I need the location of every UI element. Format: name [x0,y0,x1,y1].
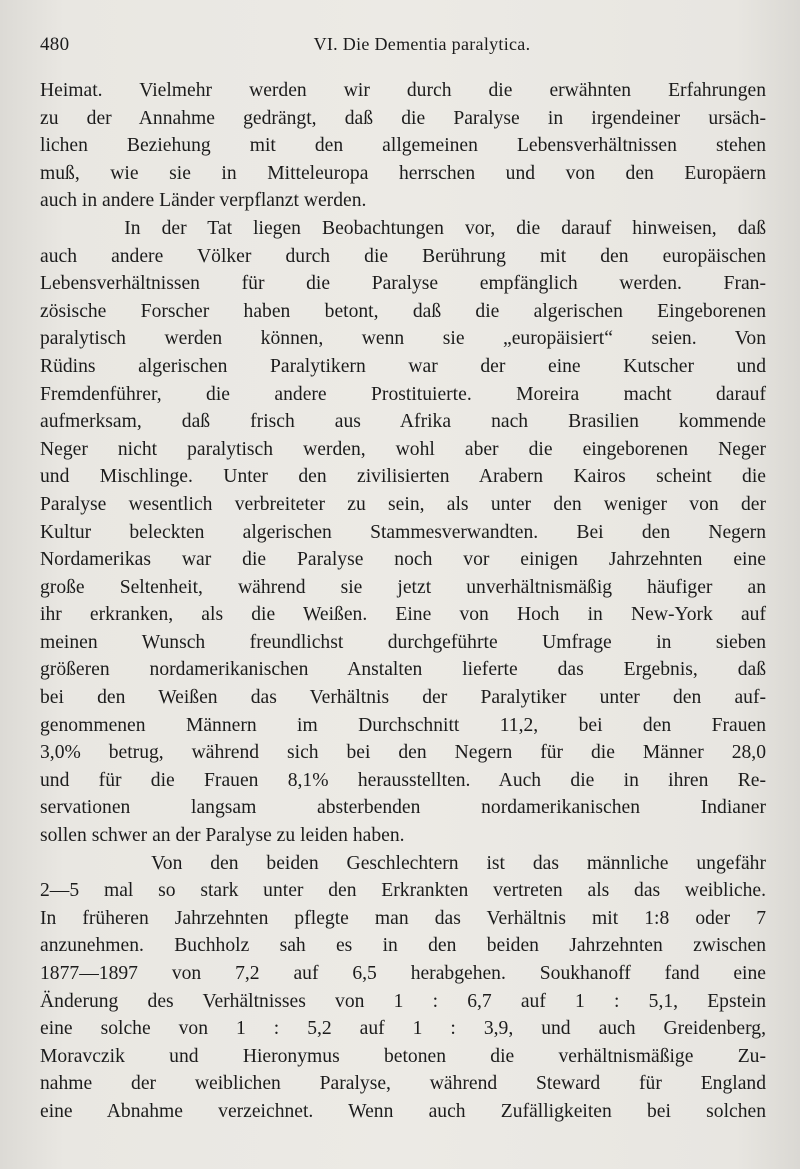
text-line: Neger nicht paralytisch werden, wohl aber die eingeborenen Neger [40,438,766,460]
text-line: sollen schwer an der Paralyse zu leiden haben. [40,825,405,847]
text-line: zu der Annahme gedrängt, daß die Paralyse in irgendeiner ursäch- [40,107,766,129]
text-line: ihr erkranken, als die Weißen. Eine von Hoch in New-York auf [40,604,766,626]
text-line: und für die Frauen 8,1% herausstellten. Auch die in ihren Re- [40,769,766,791]
text-line: Fremdenführer, die andere Prostituierte. Moreira macht darauf [40,383,766,405]
page-header [40,34,764,60]
text-line: meinen Wunsch freundlichst durchgeführte Umfrage in sieben [40,631,766,653]
text-line: eine solche von 1 : 5,2 auf 1 : 3,9, und auch Greidenberg, [40,1018,766,1040]
text-line: Heimat. Vielmehr werden wir durch die erwähnten Erfahrungen [40,80,766,101]
text-line: 2—5 mal so stark unter den Erkrankten vertreten als das weibliche. [40,880,766,902]
text-line: Von den beiden Geschlechtern ist das männliche ungefähr [40,852,766,874]
text-line: große Seltenheit, während sie jetzt unverhältnismäßig häufiger an [40,576,766,598]
text-line: paralytisch werden können, wenn sie „europäisiert“ seien. Von [40,328,766,350]
text-line: Änderung des Verhältnisses von 1 : 6,7 auf 1 : 5,1, Epstein [40,990,766,1012]
text-line: Nordamerikas war die Paralyse noch vor einigen Jahrzehnten eine [40,549,766,571]
text-line: größeren nordamerikanischen Anstalten lieferte das Ergebnis, daß [40,659,766,681]
text-line: servationen langsam absterbenden nordamerikanischen Indianer [40,797,766,819]
text-line: lichen Beziehung mit den allgemeinen Lebensverhältnissen stehen [40,135,766,157]
text-line: Paralyse wesentlich verbreiteter zu sein, als unter den weniger von der [40,493,766,515]
text-line: 3,0% betrug, während sich bei den Negern für die Männer 28,0 [40,742,766,764]
text-line: In früheren Jahrzehnten pflegte man das Verhältnis mit 1:8 oder 7 [40,907,766,929]
text-line: Moravczik und Hieronymus betonen die verhältnismäßige Zu- [40,1045,766,1067]
text-line: auch in andere Länder verpflanzt werden. [40,190,367,212]
running-title: VI. Die Dementia paralytica. [313,34,531,54]
text-line: Kultur beleckten algerischen Stammesverwandten. Bei den Negern [40,521,766,543]
text-line: anzunehmen. Buchholz sah es in den beiden Jahrzehnten zwischen [40,935,766,957]
text-line: nahme der weiblichen Paralyse, während Steward für England [40,1073,766,1095]
text-line: muß, wie sie in Mitteleuropa herrschen und von den Europäern [40,162,766,184]
text-line: aufmerksam, daß frisch aus Afrika nach Brasilien kommende [40,411,766,433]
text-line: In der Tat liegen Beobachtungen vor, die darauf hinweisen, daß [40,217,766,239]
text-line: auch andere Völker durch die Berührung mit den europäischen [40,245,766,267]
text-line: und Mischlinge. Unter den zivilisierten Arabern Kairos scheint die [40,466,766,488]
body-text [40,77,766,1126]
text-line: Rüdins algerischen Paralytikern war der eine Kutscher und [40,355,766,377]
text-line: 1877—1897 von 7,2 auf 6,5 herabgehen. Soukhanoff fand eine [40,963,766,984]
text-line: Lebensverhältnissen für die Paralyse empfänglich werden. Fran- [40,273,766,295]
text-line: bei den Weißen das Verhältnis der Paralytiker unter den auf- [40,687,766,709]
text-line: eine Abnahme verzeichnet. Wenn auch Zufälligkeiten bei solchen [40,1100,766,1122]
page-number: 480 [40,34,70,55]
text-line: zösische Forscher haben betont, daß die algerischen Eingeborenen [40,300,766,322]
text-line: genommenen Männern im Durchschnitt 11,2, bei den Frauen [40,714,766,736]
